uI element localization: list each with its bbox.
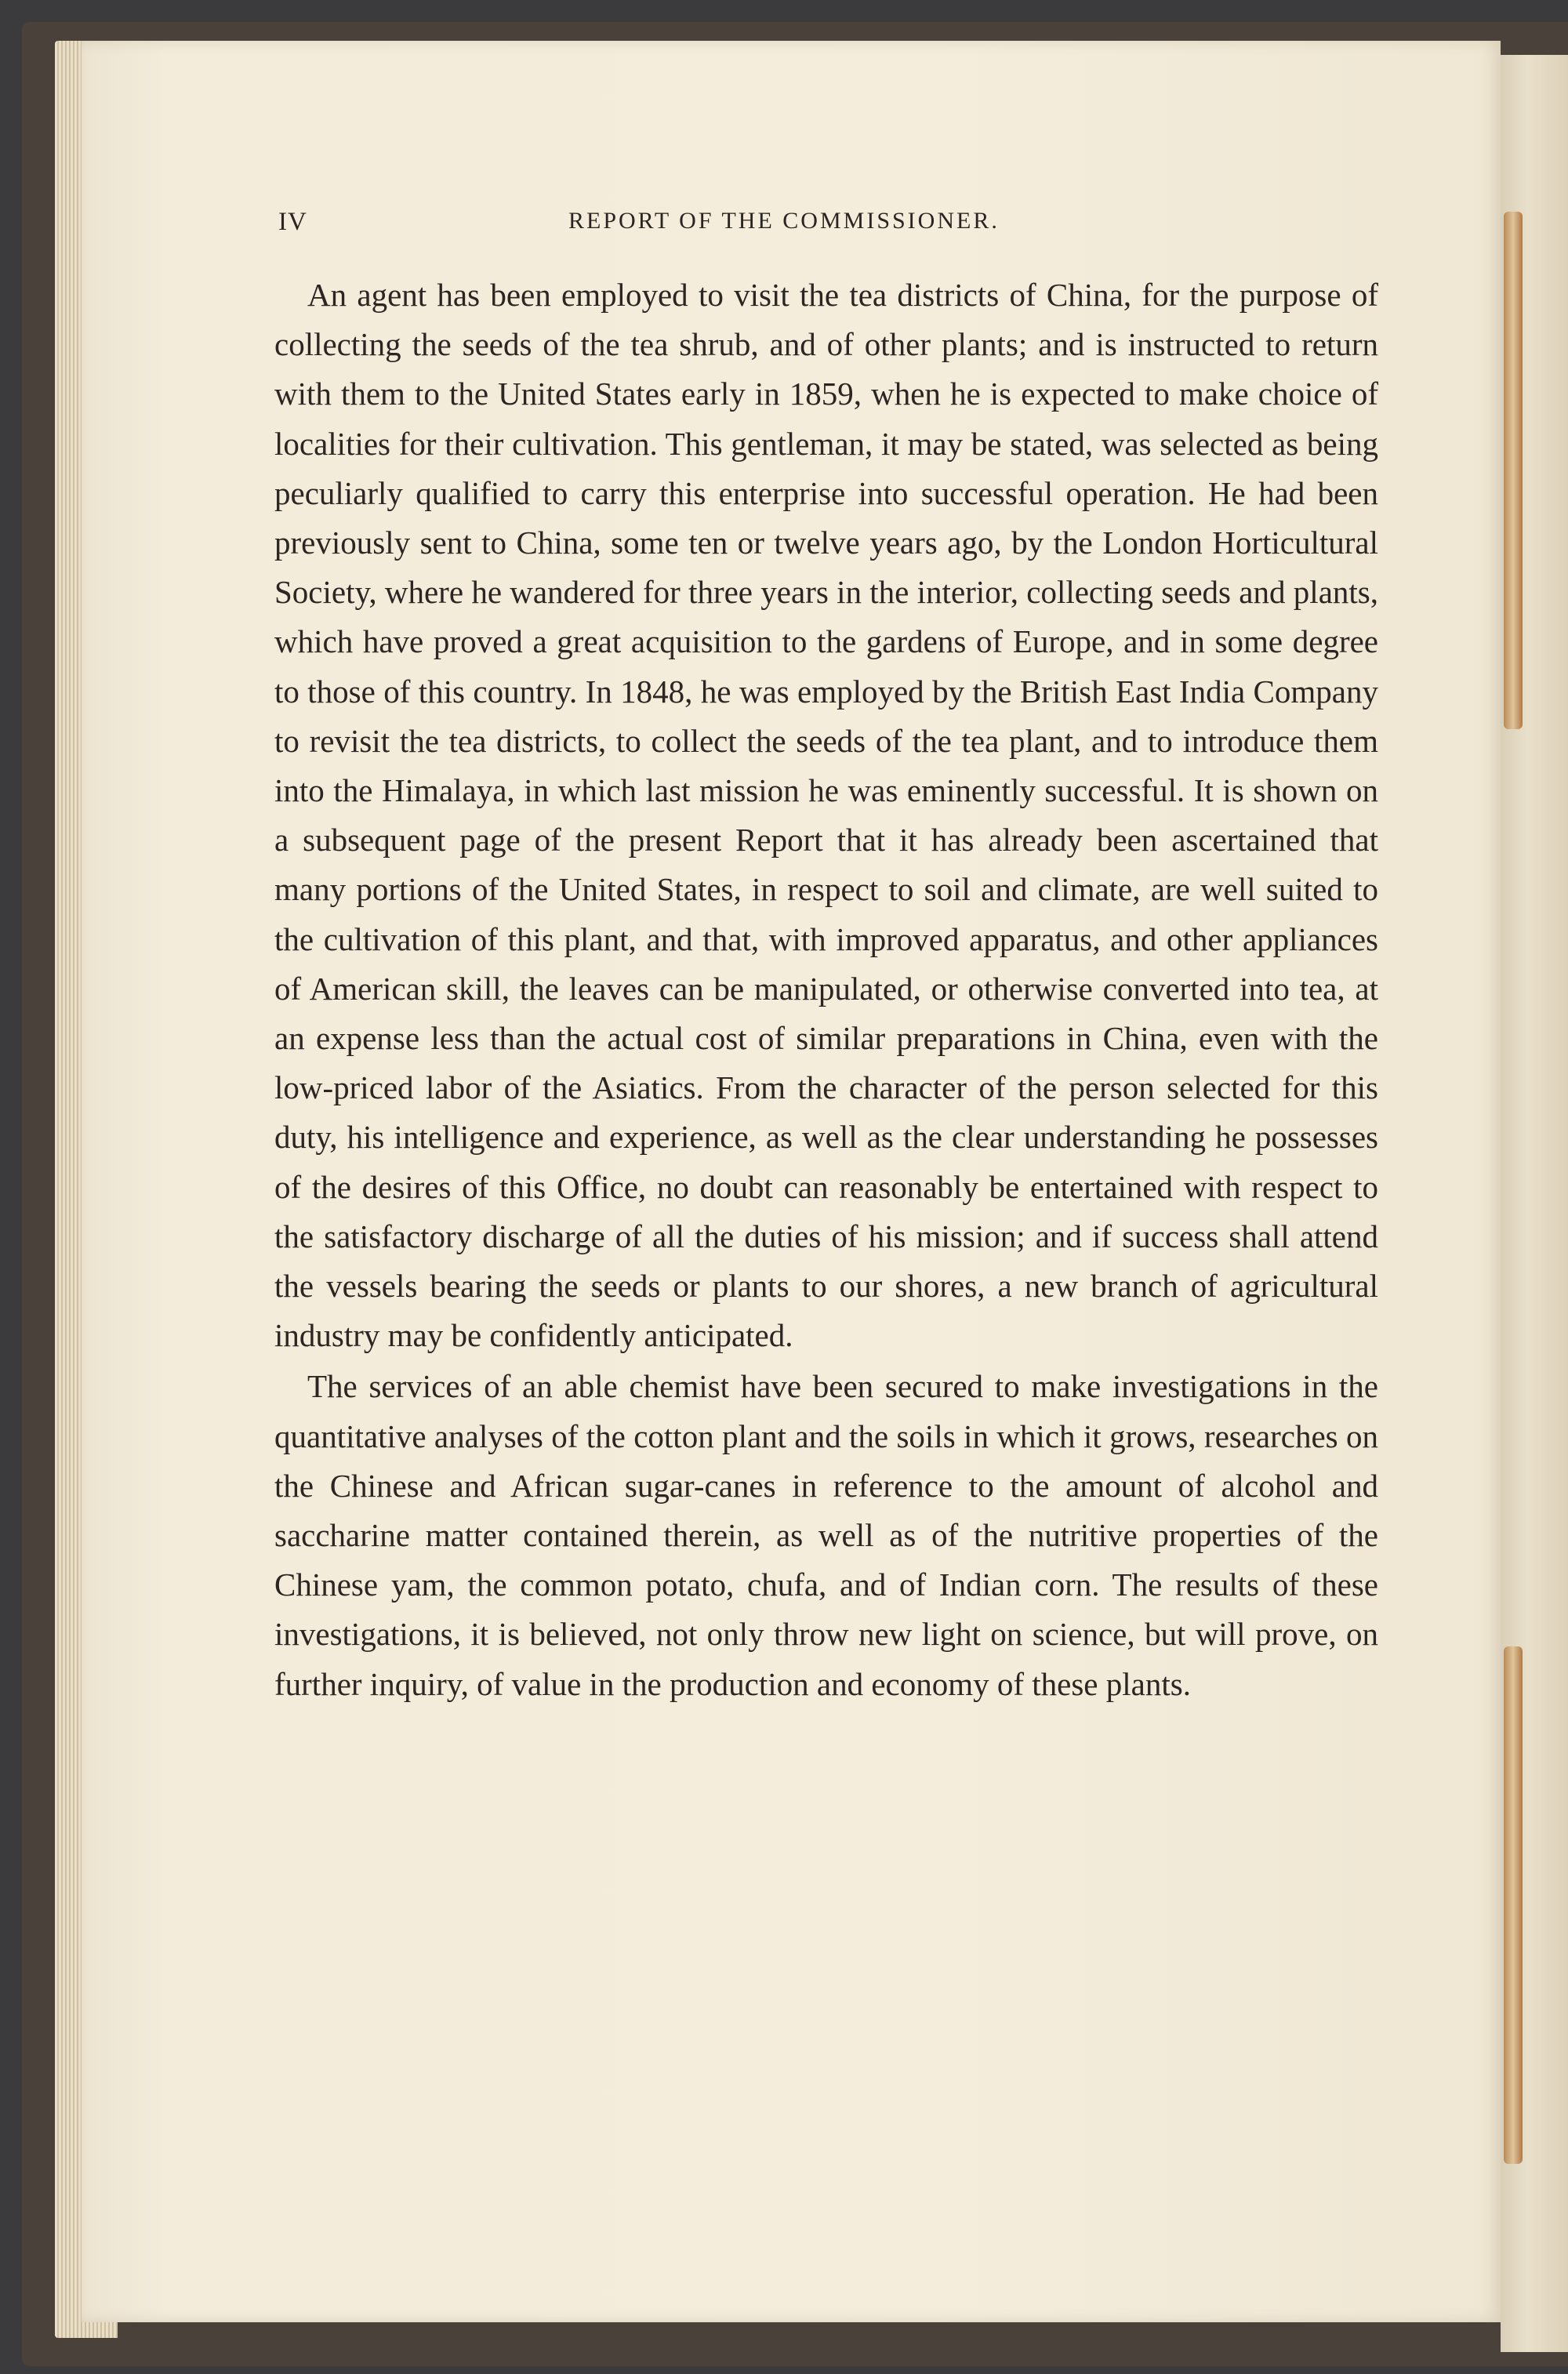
paragraph-tea-agent: An agent has been employed to visit the tea districts of China, for the purpose of collecting the seeds of the tea shrub, and of other plants; and is instructed to return with them to the United States early in 1859, when he is expected to make choice of localities for their cultivation. This gentleman, it may be stated, was selected as being peculiarly qualified to carry this enterprise into successful operation. He had been previously sent to China, some ten or twelve years ago, by the London Horticultural Society, where he wandered for three years in the interior, collecting seeds and plants, which have proved a great acquisition to the gardens of Europe, and in some degree to those of this country. In 1848, he was employed by the British East India Company to revisit the tea districts, to collect the seeds of the tea plant, and to introduce them into the Himalaya, in which last mission he was eminently successful. It is shown on a subsequent page of the present Report that it has already been ascertained that many portions of the United States, in respect to soil and climate, are well suited to the cultivation of this plant, and that, with improved apparatus, and other appliances of American skill, the leaves can be manipulated, or otherwise converted into tea, at an expense less than the actual cost of similar preparations in China, even with the low-priced labor of the Asiatics. From the character of the person selected for this duty, his intelligence and experience, as well as the clear understanding he possesses of the desires of this Office, no doubt can reasonably be entertained with respect to the satisfactory discharge of all the duties of his mission; and if success shall attend the vessels bearing the seeds or plants to our shores, a new branch of agricultural industry may be confidently anticipated. [274, 277, 1378, 1354]
page-number: IV [278, 208, 307, 236]
paragraph-chemist: The services of an able chemist have been secured to make investigations in the quantitative analyses of the cotton plant and the soils in which it grows, researches on the Chinese and African sugar-canes in reference to the amount of alcohol and saccharine matter contained therein, as well as of the nutritive properties of the Chinese yam, the common potato, chufa, and of Indian corn. The results of these investigations, it is believed, not only throw new light on science, but will prove, on further inquiry, of value in the production and economy of these plants. [274, 1368, 1378, 1702]
binding-tab-bottom [1504, 1646, 1523, 2164]
page-header [278, 208, 1376, 255]
binding-tab-top [1504, 212, 1523, 729]
running-title: REPORT OF THE COMMISSIONER. [568, 208, 1000, 234]
body-text [274, 270, 1378, 1709]
